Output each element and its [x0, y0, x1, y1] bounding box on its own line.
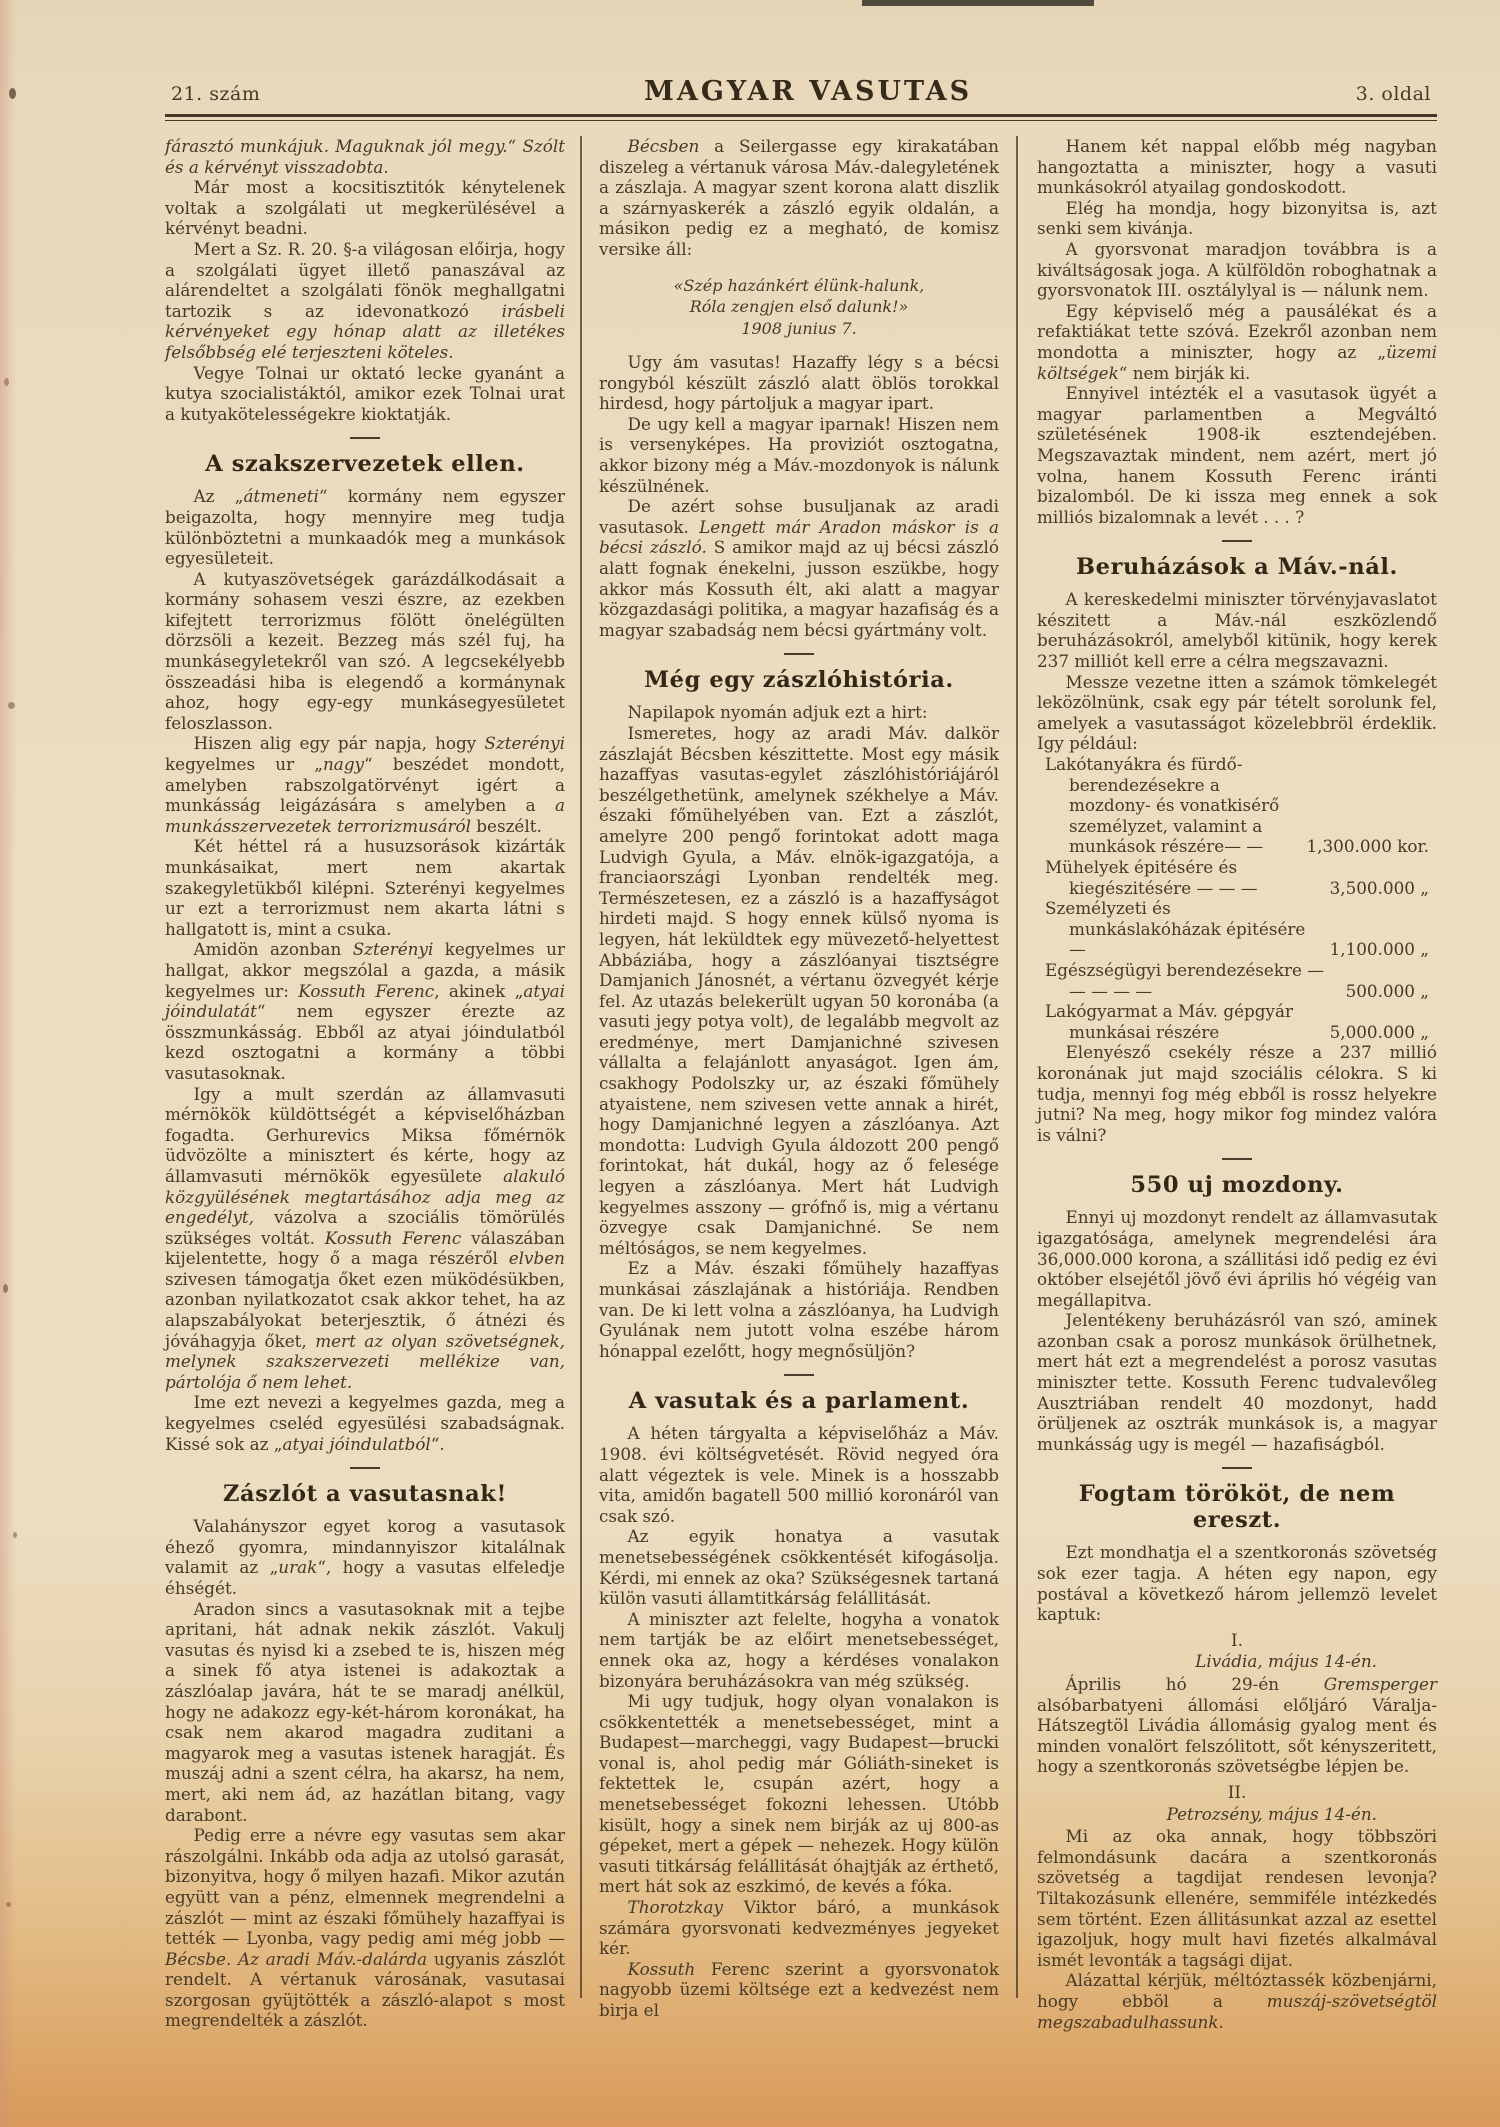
paragraph: Igy a mult szerdán az államvasuti mérnökök küldöttségét a képviselőházban fogadta. Gerhurevics Miksa főmérnök üdvözölte a minisztert és kérte, hogy az államvasuti mérnökök egyesülete alakuló közgyülésének megtartásához adja meg az engedélyt, vázolva a szociális tömörülés szükséges voltát. Kossuth Ferenc válaszában kijelentette, hogy ő a maga részéről elvben szivesen támogatja őket ezen müködésükben, azonban nyilatkozatot csak akkor tehet, ha az alapszabályokat beterjesztik, ő átnézi és jóváhagyja őket, mert az olyan szövetségnek, melynek szakszervezeti mellékize van, pártolója ő nem lehet. [165, 1083, 565, 1392]
budget-item-amount: 500.000 „ [1345, 980, 1429, 1001]
paragraph: De azért sohse busuljanak az aradi vasutasok. Lengett már Aradon máskor is a bécsi zászló. S amikor majd az uj bécsi zászló alatt fognak énekelni, jusson eszükbe, hogy akkor más Kossuth élt, aki alatt a magyar közgazdasági politika, a magyar hazafiság és a magyar szabadság nem bécsi gyártmány volt. [599, 496, 999, 640]
paragraph: Bécsben a Seilergasse egy kirakatában diszeleg a vértanuk városa Máv.-dalegyletének a zászlaja. A magyar szent korona alatt diszlik a szárnyaskerék a zászló egyik oldalán, a másikon pedig ez a megható, de komisz versike áll: [599, 136, 999, 259]
paragraph: Ennyi uj mozdonyt rendelt az államvasutak igazgatósága, amelynek megrendelési ára 36,000.000 korona, a szállitási idő pedig ez évi október elsejétől jövő évi április hó végéig van megállapitva. [1037, 1207, 1437, 1310]
paragraph: A héten tárgyalta a képviselőház a Máv. 1908. évi költségvetését. Rövid negyed óra alatt végeztek is vele. Minek is a hosszabb vita, amidőn bagatell 500 millió koronáról van csak szó. [599, 1423, 999, 1526]
section-divider-dash [784, 653, 814, 655]
article-headline: Még egy zászlóhistória. [644, 667, 954, 694]
paragraph: Messze vezetne itten a számok tömkelegét leközölnünk, csak egy pár tételt sorolunk fel, amelyek a vasutasságot közelebbröl érdeklik. Igy például: [1037, 671, 1437, 754]
article-headline: Zászlót a vasutasnak! [223, 1481, 507, 1508]
paragraph: Mi az oka annak, hogy többszöri felmondásunk dacára a szentkoronás szövetség a tagdijat rendesen levonja? Tiltakozásunk ellenére, semmiféle intézkedés sem történt. Ezen állitásunkat azzal az esettel igazoljuk, hogy mult havi fizetés alkalmával ismét levonták a tagsági dijat. [1037, 1826, 1437, 1970]
paragraph: Thorotzkay Viktor báró, a munkások számára gyorsvonati kedvezményes jegyeket kér. [599, 1897, 999, 1959]
paragraph: Az egyik honatya a vasutak menetsebességének csökkentését kifogásolja. Kérdi, mi ennek az oka? Szükségesnek tartaná külön vasuti államtitkárság felállitását. [599, 1526, 999, 1609]
paragraph: Az „átmeneti“ kormány nem egyszer beigazolta, hogy mennyire meg tudja különböztetni a munkaadók meg a munkások egyesületeit. [165, 486, 565, 569]
paragraph: A miniszter azt felelte, hogyha a vonatok nem tartják be az előirt menetsebességet, ennek oka az, hogy a kérdéses vonalakon bizonyára beruházásokra van még szükség. [599, 1608, 999, 1691]
page-number: 3. oldal [1355, 83, 1431, 105]
budget-item-label: Személyzeti és munkáslakóházak épitésére — [1045, 898, 1306, 960]
paragraph: A gyorsvonat maradjon továbbra is a kiváltságosak joga. A külföldön roboghatnak a gyorsvonatok III. osztálylyal is — nálunk nem. [1037, 238, 1437, 301]
paragraph: Jelentékeny beruházásról van szó, aminek azonban csak a porosz munkások örülhetnek, mert hát ezt a megrendelést a porosz vasutas miniszter tette. Kossuth Ferenc tudvalevőleg Ausztriában rendelt 40 mozdonyt, hadd örüljenek az osztrák munkások is, a magyar munkásság ugy is megél — hazafiságból. [1037, 1310, 1437, 1454]
letter-numeral: I. [1231, 1629, 1243, 1650]
paragraph: Két héttel rá a husuzsorások kizárták munkásaikat, mert nem akartak szakegyletükből kilépni. Szterényi kegyelmes ur ezt a terrorizmust nem akarta látni s hallgatott is, mint a csuka. [165, 836, 565, 939]
paragraph: Kossuth Ferenc szerint a gyorsvonatok nagyobb üzemi költsége ezt a kedvezést nem birja el [599, 1958, 999, 2020]
section-divider-dash [1222, 540, 1252, 542]
paragraph: Mi ugy tudjuk, hogy olyan vonalakon is csökkentették a menetsebességet, mint a Budapest—marcheggi, vagy Budapest—brucki vonal is, ahol pedig már Góliáth-sineket is fektettek le, csupán azért, hogy a menetsebességet fokozni lehessen. Utóbb kisült, hogy a sinek nem birják az uj 800-as gépeket, mert a gépek — nehezek. Hogy külön vasuti titkárság felállitását óhajtják az érthető, mert hát sok az eszkimó, de kevés a fóka. [599, 1691, 999, 1897]
page-content [165, 76, 1437, 2032]
paragraph: Ugy ám vasutas! Hazaffy légy s a bécsi rongyból készült zászló alatt öblös torokkal hirdesd, hogy pártoljuk a magyar ipart. [599, 352, 999, 414]
column-1 [165, 136, 580, 2031]
scan-edge-shadow [0, 0, 16, 2127]
paragraph: A kereskedelmi miniszter törvényjavaslatot készitett a Máv.-nál eszközlendő beruházásokról, amelyből kitünik, hogy kerek 237 milliót kell erre a célra megszavazni. [1037, 589, 1437, 672]
paragraph: Alázattal kérjük, méltóztassék közbenjárni, hogy ebböl a muszáj-szövetségtöl megszabadulhassunk. [1037, 1970, 1437, 2032]
paragraph: Ismeretes, hogy az aradi Máv. dalkör zászlaját Bécsben készittette. Most egy másik hazaffyas vasutas-egylet zászlóhistóriájáról beszélgethetünk, amelynek székhelye a Máv. északi főmühelyében van. Ezt a zászlót, amelyre 200 pengő forintokat adott maga Ludvigh Gyula, a Máv. elnök-igazgatója, a franciaországi Lyonban rendelték meg. Természetesen, ez a zászló is a hazaffyságot hirdeti majd. S hogy ennek külső nyoma is legyen, hát leküldtek egy müvezető-helyettest Abbáziába, hogy a zászlóanyai tisztségre Damjanich Jánosnét, a vértanu özvegyét kérje fel. Az utazás belekerült ugyan 50 koronába (a vasuti jegy potya volt), de legalább megvolt az eredménye, mert Damjanichné szivesen vállalta a felajánlott anyaságot. Igen ám, csakhogy Podolszky ur, az északi főmühely atyaistene, nem szivesen vette annak a hirét, hogy Damjanichné legyen a zászlóanya. Azt mondotta: Ludvigh Gyula áldozott 200 pengő forintokat, hát dukál, hogy az ő felesége legyen a zászlóanya. Mert hát Ludvigh kegyelmes asszony — grófnő is, mig a vértanu özvegye csak Damjanichné. Se nem méltóságos, se nem kegyelmes. [599, 722, 999, 1258]
paragraph: Elenyésző csekély része a 237 millió koronának jut majd szociális célokra. S ki tudja, mennyi fog még ebből is rossz helyekre jutni? Na meg, hogy mikor fog mindez valóra is válni? [1037, 1042, 1437, 1145]
paragraph: Ez a Máv. északi főmühely hazaffyas munkásai zászlajának a históriája. Rendben van. De ki lett volna a zászlóanya, ha Ludvigh Gyulának nem jutott volna eszébe három hónappal ezelőtt, hogy megnősüljön? [599, 1258, 999, 1361]
paragraph: Vegye Tolnai ur oktató lecke gyanánt a kutya szocialistáktól, amikor ezek Tolnai urat a kutyakötelességekre kioktatják. [165, 362, 565, 424]
paragraph: Ime ezt nevezi a kegyelmes gazda, meg a kegyelmes cseléd egyesülési szabadságnak. Kissé sok az „atyai jóindulatból“. [165, 1392, 565, 1454]
budget-item-amount: 1,100.000 „ [1329, 939, 1429, 960]
paper-speck [8, 702, 15, 709]
article-headline: 550 uj mozdony. [1130, 1172, 1344, 1199]
letter-dateline: Petrozsény, május 14-én. [1166, 1803, 1377, 1824]
paper-speck [4, 378, 9, 386]
paragraph: fárasztó munkájuk. Maguknak jól megy.“ Szólt és a kérvényt visszadobta. [165, 136, 565, 177]
paragraph: Napilapok nyomán adjuk ezt a hirt: [627, 702, 928, 723]
verse-line: 1908 junius 7. [741, 318, 857, 338]
section-divider-dash [1222, 1467, 1252, 1469]
paragraph: Hiszen alig egy pár napja, hogy Szterényi kegyelmes ur „nagy“ beszédet mondott, amelyben rabszolgatörvényt igért a munkásság leigázására s amelyben a a munkásszervezetek terrorizmusáról beszélt. [165, 733, 565, 836]
paragraph: Ennyivel intézték el a vasutasok ügyét a magyar parlamentben a Megváltó születésének 1908-ik esztendejében. Megszavaztak mindent, nem azért, mert jó volna, hanem Kossuth Ferenc iránti bizalomból. De ki issza meg ennek a sok milliós bizalomnak a levét . . . ? [1037, 383, 1437, 527]
paper-speck [3, 1284, 8, 1293]
page-header [165, 76, 1437, 107]
budget-item-label: Lakógyarmat a Máv. gépgyár munkásai részére [1045, 1001, 1294, 1042]
paragraph: Amidön azonban Szterényi kegyelmes ur hallgat, akkor megszólal a gazda, a másik kegyelmes ur: Kossuth Ferenc, akinek „atyai jóindulatát“ nem egyszer érezte az összmunkásság. Ebből az atyai jóindulatból kezd osztogatni a kormány a többi vasutasoknak. [165, 939, 565, 1083]
section-divider-dash [1222, 1158, 1252, 1160]
paragraph: Valahányszor egyet korog a vasutasok éhező gyomra, mindannyiszor kitalálnak valamit az „urak“, hogy a vasutas elfeledje éhségét. [165, 1516, 565, 1598]
flag-verse [599, 275, 999, 340]
paragraph: Április hó 29-én Gremsperger alsóbarbatyeni állomási előljáró Váralja-Hátszegtöl Livádia állomásig gyalog ment és minden vonalört felszólitott, sőt kényszeritett, hogy a szentkoronás szövetségbe lépjen be. [1037, 1674, 1437, 1777]
article-headline: Fogtam törököt, de nem ereszt. [1078, 1481, 1396, 1534]
budget-item-amount: 5,000.000 „ [1329, 1021, 1429, 1042]
verse-line: Róla zengjen első dalunk!» [689, 297, 909, 317]
letter-dateline: Livádia, május 14-én. [1195, 1651, 1377, 1672]
section-divider-dash [350, 437, 380, 439]
column-3 [1018, 136, 1437, 2032]
masthead-title: MAGYAR VASUTAS [643, 76, 973, 107]
paragraph: Elég ha mondja, hogy bizonyitsa is, azt senki sem kivánja. [1037, 197, 1437, 239]
budget-item-row [1037, 754, 1437, 857]
budget-item-row [1037, 960, 1437, 1001]
masthead-rule [165, 114, 1437, 121]
budget-item-label: Egészségügyi berendezésekre — — — — — [1045, 959, 1325, 1001]
budget-item-amount: 1,300.000 kor. [1306, 836, 1429, 857]
budget-item-amount: 3,500.000 „ [1329, 877, 1429, 898]
column-layout [165, 136, 1437, 2032]
paragraph: Aradon sincs a vasutasoknak mit a tejbe apritani, hát adnak nekik zászlót. Vakulj vasutas és nyisd ki a zsebed te is, hiszen még a sinek fő atya istenei is adakoztak a zászlóalap javára, hát te se maradj anélkül, hogy ne adakozz egy-két-három koronákat, ha csak nem akarod magadra zuditani a magyarok meg a vasutas istenek haragját. És muszáj adni a szent célra, ha akarsz, ha nem, mert, aki nem ád, az hazátlan bitang, vagy darabont. [165, 1598, 565, 1825]
article-headline: Beruházások a Máv.-nál. [1076, 554, 1398, 581]
budget-item-row [1037, 898, 1437, 960]
paragraph: Pedig erre a névre egy vasutas sem akar rászolgálni. Inkább oda adja az utolsó garasát, bizonyitva, hogy ő milyen hazafi. Mikor azután együtt van a pénz, elmennek megrendelni a zászlót — mint az északi főmühely hazaffyai is tették — Lyonba, vagy pedig ami még jobb — Bécsbe. Az aradi Máv.-dalárda ugyanis zászlót rendelt. A vértanuk városának, vasutasai szorgosan gyüjtötték a zászló-alapot s most megrendelték a zászlót. [165, 1825, 565, 2031]
article-headline: A vasutak és a parlament. [628, 1388, 970, 1415]
section-divider-dash [350, 1467, 380, 1469]
issue-number: 21. szám [171, 83, 261, 105]
scan-top-artifact [862, 0, 1094, 6]
paragraph: Egy képviselő még a pausálékat és a refaktiákat tette szóvá. Ezekről azonban nem mondotta a miniszter, hogy az „üzemi költségek“ nem birják ki. [1037, 300, 1437, 383]
paragraph: Hanem két nappal előbb még nagyban hangoztatta a miniszter, hogy a vasuti munkásokról atyailag gondoskodott. [1037, 136, 1437, 198]
paragraph: Ezt mondhatja el a szentkoronás szövetség sok ezer tagja. A héten egy napon, egy postával a következő három jellemzö levelet kaptuk: [1037, 1542, 1437, 1625]
budget-item-label: Mühelyek épitésére és kiegészitésére — — — [1045, 857, 1258, 898]
article-headline: A szakszervezetek ellen. [205, 451, 525, 478]
column-2 [582, 136, 1016, 2021]
budget-item-row [1037, 857, 1437, 898]
paper-speck [6, 1902, 11, 1907]
paper-speck [13, 1532, 17, 1538]
budget-item-row [1037, 1001, 1437, 1042]
paper-speck [9, 88, 16, 99]
paragraph: A kutyaszövetségek garázdálkodásait a kormány sohasem veszi észre, az ezekben kifejtett terrorizmus fölött önelégülten dörzsöli a kezeit. Bezzeg más szél fuj, ha munkásegyletekről van szó. A legcsekélyebb összeadási hiba is elegendő a kormánynak ahoz, hogy egy-egy munkásegyesületet feloszlasson. [165, 568, 565, 733]
paragraph: De ugy kell a magyar iparnak! Hiszen nem is versenyképes. Ha proviziót osztogatna, akkor bizony még a Máv.-mozdonyok is nálunk készülnének. [599, 413, 999, 496]
budget-item-label: Lakótanyákra és fürdőberendezésekre a mozdony- és vonatkisérő személyzet, valamint a munkások részére— — [1045, 754, 1280, 857]
paragraph: Már most a kocsitisztitók kénytelenek voltak a szolgálati ut megkerülésével a kérvényt beadni. [165, 177, 565, 239]
letter-numeral: II. [1227, 1781, 1247, 1802]
section-divider-dash [784, 1374, 814, 1376]
paragraph: Mert a Sz. R. 20. §-a világosan előirja, hogy a szolgálati ügyet illető panaszával az alárendeltet a szolgálati fönök meghallgatni tartozik s az idevonatkozó irásbeli kérvényeket egy hónap alatt az illetékes felsőbbség elé terjeszteni köteles. [165, 238, 565, 362]
verse-line: «Szép hazánkért élünk-halunk, [673, 275, 925, 295]
